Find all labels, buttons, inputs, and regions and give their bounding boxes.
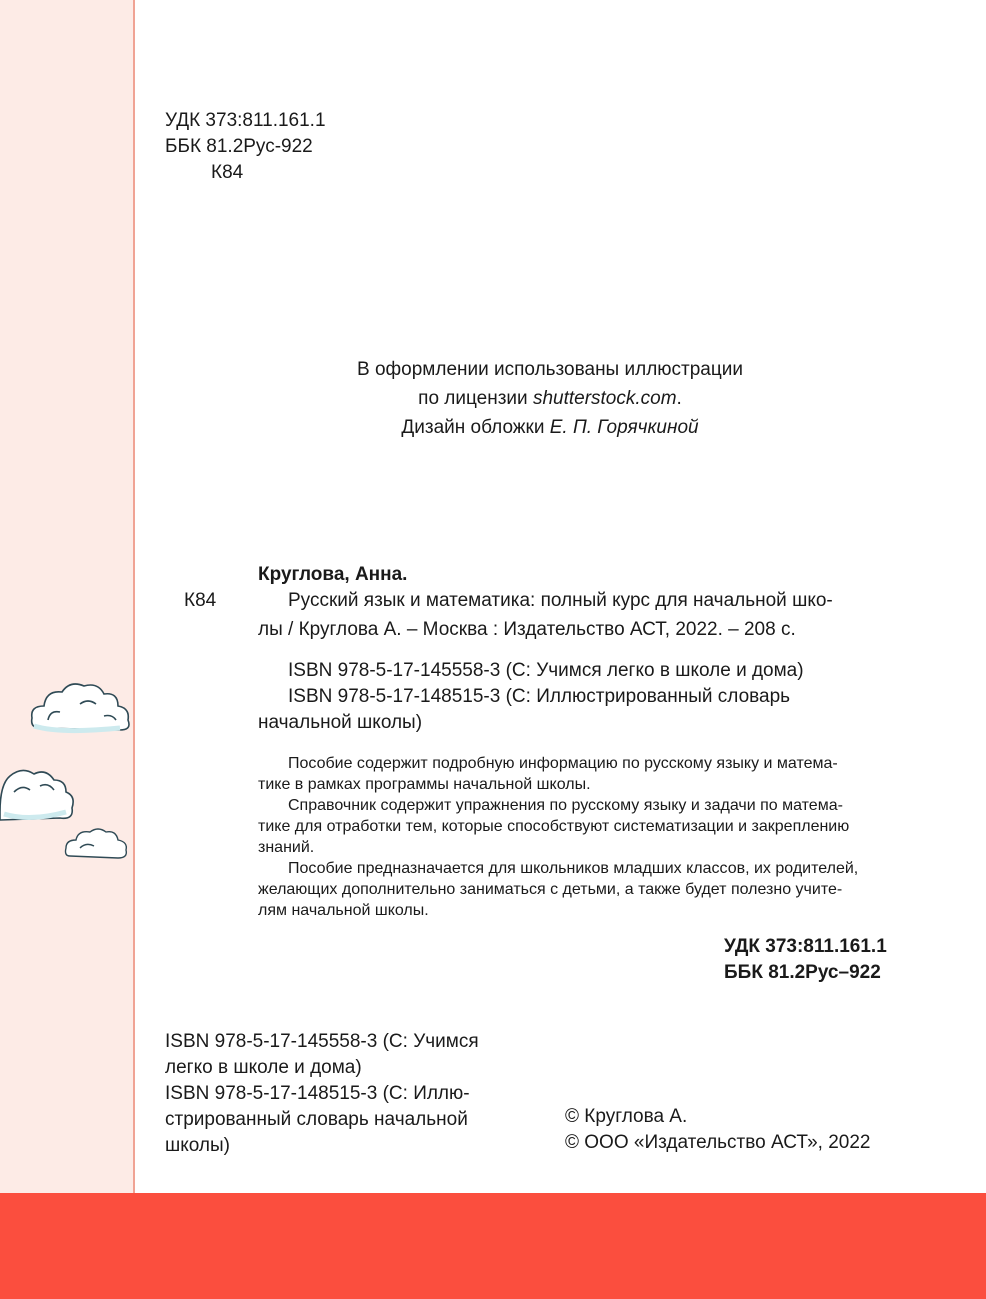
isbn-imprint-line: ISBN 978-5-17-148515-3 (С: Иллю- [165, 1083, 470, 1104]
annotation-line: лям начальной школы. [258, 902, 429, 919]
annotation-line: Справочник содержит упражнения по русскому языку и задачи по матема- [288, 797, 843, 814]
cloud-icon [0, 770, 73, 820]
margin-divider [133, 0, 135, 1193]
credits-line-2: по лицензии shutterstock.com. [418, 388, 682, 409]
udk-code: УДК 373:811.161.1 [724, 936, 887, 957]
isbn-imprint-line: ISBN 978-5-17-145558-3 (С: Учимся [165, 1031, 479, 1052]
annotation-line: тике для отработки тем, которые способствуют систематизации и закреплению [258, 818, 850, 835]
isbn-imprint-line: легко в школе и дома) [165, 1057, 362, 1078]
bbk-code: ББК 81.2Рус–922 [724, 962, 881, 983]
header-classification [165, 108, 326, 186]
credits-line-3: Дизайн обложки Е. П. Горячкиной [401, 417, 699, 438]
credits-line-1: В оформлении использованы иллюстрации [357, 359, 743, 380]
clouds-illustration [0, 660, 140, 880]
author-mark: К84 [211, 162, 244, 183]
record-author: Круглова, Анна. [258, 564, 408, 585]
copyright-notice [565, 1104, 871, 1156]
annotation-line: желающих дополнительно заниматься с детьми, а также будет полезно учите- [258, 881, 843, 898]
record-isbn [258, 658, 804, 736]
isbn-imprint-line: школы) [165, 1135, 230, 1156]
record-title [258, 588, 898, 646]
annotation [258, 753, 898, 921]
title-line-2: лы / Круглова А. – Москва : Издательство АСТ, 2022. – 208 с. [258, 619, 796, 640]
classification-codes [724, 934, 887, 986]
copyright-author: © Круглова А. [565, 1106, 688, 1127]
annotation-line: Пособие содержит подробную информацию по русскому языку и матема- [288, 755, 838, 772]
bbk-code: ББК 81.2Рус-922 [165, 136, 313, 157]
cloud-icon [32, 684, 129, 731]
annotation-line: тике в рамках программы начальной школы. [258, 776, 591, 793]
illustration-credits [300, 357, 800, 444]
cover-designer: Е. П. Горячкиной [549, 417, 699, 438]
license-site: shutterstock.com [532, 388, 677, 409]
isbn-imprint-line: стрированный словарь начальной [165, 1109, 468, 1130]
bottom-color-band [0, 1193, 986, 1299]
udk-code: УДК 373:811.161.1 [165, 110, 326, 131]
annotation-line: знаний. [258, 839, 315, 856]
isbn-imprint [165, 1029, 479, 1159]
cloud-icon [66, 829, 127, 858]
copyright-publisher: © ООО «Издательство АСТ», 2022 [565, 1132, 871, 1153]
annotation-line: Пособие предназначается для школьников младших классов, их родителей, [288, 860, 859, 877]
isbn-line-1: ISBN 978-5-17-145558-3 (С: Учимся легко в школе и дома) [288, 660, 804, 681]
isbn-line-2: ISBN 978-5-17-148515-3 (С: Иллюстрированный словарь [288, 686, 791, 707]
title-line-1: Русский язык и математика: полный курс для начальной шко- [288, 590, 833, 611]
isbn-line-3: начальной школы) [258, 712, 423, 733]
left-margin-strip [0, 0, 134, 1193]
record-author-mark: К84 [184, 590, 217, 611]
